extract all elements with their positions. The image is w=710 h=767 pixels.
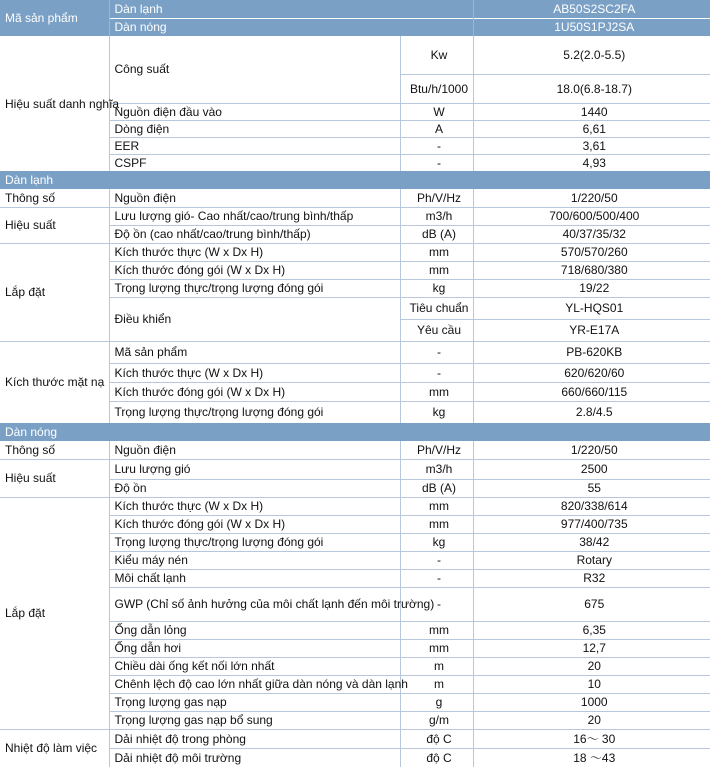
indoor-airflow-label: Lưu lượng gió- Cao nhất/cao/trung bình/thấp (109, 207, 400, 225)
gas-pipe-unit: mm (400, 639, 473, 657)
outdoor-model: 1U50S1PJ2SA (473, 18, 710, 36)
max-pipe-label: Chiều dài ống kết nối lớn nhất (109, 657, 400, 675)
group-label-indoor-install: Lắp đặt (0, 243, 109, 341)
cspf-value: 4,93 (473, 154, 710, 171)
cspf-unit: - (400, 154, 473, 171)
panel-weight-value: 2.8/4.5 (473, 401, 710, 423)
product-code-label: Mã sản phẩm (0, 0, 109, 36)
gas-pipe-value: 12,7 (473, 639, 710, 657)
liquid-pipe-label: Ống dẫn lỏng (109, 621, 400, 639)
gwp-label: GWP (Chỉ số ảnh hưởng của môi chất lạnh đến môi trường) (109, 587, 400, 621)
refrigerant-label: Môi chất lạnh (109, 569, 400, 587)
section-header-outdoor (0, 423, 710, 441)
group-label-outdoor-install: Lắp đặt (0, 497, 109, 729)
panel-weight-unit: kg (400, 401, 473, 423)
compressor-label: Kiểu máy nén (109, 551, 400, 569)
outdoor-net-dim-unit: mm (400, 497, 473, 515)
outdoor-power-unit: Ph/V/Hz (400, 441, 473, 459)
table-row (0, 189, 710, 207)
table-row (0, 729, 710, 748)
ambient-temp-value: 18 ～43 (473, 748, 710, 767)
current-label: Dòng điện (109, 120, 400, 137)
section-title-outdoor: Dàn nóng (0, 423, 710, 441)
section-title-indoor: Dàn lạnh (0, 171, 710, 189)
outdoor-power-value: 1/220/50 (473, 441, 710, 459)
indoor-weight-value: 19/22 (473, 279, 710, 297)
compressor-value: Rotary (473, 551, 710, 569)
ambient-temp-unit: độ C (400, 748, 473, 767)
indoor-power-value: 1/220/50 (473, 189, 710, 207)
outdoor-pack-dim-value: 977/400/735 (473, 515, 710, 533)
panel-net-dim-unit: - (400, 363, 473, 382)
table-row (0, 207, 710, 225)
charge-value: 1000 (473, 693, 710, 711)
header-row-indoor (0, 0, 710, 18)
outdoor-noise-unit: dB (A) (400, 479, 473, 497)
indoor-weight-unit: kg (400, 279, 473, 297)
indoor-noise-unit: dB (A) (400, 225, 473, 243)
max-height-unit: m (400, 675, 473, 693)
group-label-indoor-params: Thông số (5, 190, 56, 205)
liquid-pipe-value: 6,35 (473, 621, 710, 639)
indoor-power-unit: Ph/V/Hz (400, 189, 473, 207)
indoor-temp-value: 16～ 30 (473, 729, 710, 748)
refrigerant-unit: - (400, 569, 473, 587)
power-input-value: 1440 (473, 103, 710, 120)
power-input-label: Nguồn điện đầu vào (109, 103, 400, 120)
table-row (0, 36, 710, 74)
indoor-noise-value: 40/37/35/32 (473, 225, 710, 243)
control-label: Điều khiển (109, 297, 400, 341)
panel-pack-dim-value: 660/660/115 (473, 382, 710, 401)
section-header-indoor (0, 171, 710, 189)
max-height-value: 10 (473, 675, 710, 693)
outdoor-airflow-value: 2500 (473, 459, 710, 479)
outdoor-noise-label: Độ ồn (109, 479, 400, 497)
max-height-label: Chênh lệch độ cao lớn nhất giữa dàn nóng và dàn lạnh (109, 675, 400, 693)
add-charge-unit: g/m (400, 711, 473, 729)
capacity-label: Công suất (109, 36, 400, 103)
group-label-outdoor-params: Thông số (5, 442, 56, 457)
group-label-indoor-perf: Hiệu suất (0, 207, 109, 243)
indoor-power-label: Nguồn điện (109, 189, 400, 207)
group-label-temperature: Nhiệt độ làm việc (0, 729, 109, 767)
outdoor-weight-label: Trọng lượng thực/trọng lượng đóng gói (109, 533, 400, 551)
indoor-net-dim-unit: mm (400, 243, 473, 261)
current-value: 6,61 (473, 120, 710, 137)
add-charge-value: 20 (473, 711, 710, 729)
indoor-model: AB50S2SC2FA (473, 0, 710, 18)
eer-label: EER (109, 137, 400, 154)
max-pipe-value: 20 (473, 657, 710, 675)
control-opt-value: YR-E17A (473, 319, 710, 341)
indoor-net-dim-value: 570/570/260 (473, 243, 710, 261)
capacity-btu-value: 18.0(6.8-18.7) (473, 74, 710, 103)
panel-net-dim-value: 620/620/60 (473, 363, 710, 382)
outdoor-net-dim-value: 820/338/614 (473, 497, 710, 515)
table-row (0, 341, 710, 363)
panel-code-value: PB-620KB (473, 341, 710, 363)
max-pipe-unit: m (400, 657, 473, 675)
panel-pack-dim-unit: mm (400, 382, 473, 401)
panel-code-label: Mã sản phẩm (109, 341, 400, 363)
outdoor-weight-unit: kg (400, 533, 473, 551)
indoor-net-dim-label: Kích thước thực (W x Dx H) (109, 243, 400, 261)
eer-unit: - (400, 137, 473, 154)
indoor-airflow-unit: m3/h (400, 207, 473, 225)
indoor-pack-dim-value: 718/680/380 (473, 261, 710, 279)
table-row (0, 441, 710, 459)
indoor-temp-unit: độ C (400, 729, 473, 748)
power-input-unit: W (400, 103, 473, 120)
gwp-unit: - (400, 587, 473, 621)
control-std-value: YL-HQS01 (473, 297, 710, 319)
outdoor-pack-dim-label: Kích thước đóng gói (W x Dx H) (109, 515, 400, 533)
outdoor-pack-dim-unit: mm (400, 515, 473, 533)
cspf-label: CSPF (109, 154, 400, 171)
table-row (0, 497, 710, 515)
indoor-noise-label: Độ ồn (cao nhất/cao/trung bình/thấp) (109, 225, 400, 243)
refrigerant-value: R32 (473, 569, 710, 587)
outdoor-power-label: Nguồn điện (109, 441, 400, 459)
indoor-temp-label: Dải nhiệt độ trong phòng (109, 729, 400, 748)
outdoor-unit-label: Dàn nóng (109, 18, 473, 36)
outdoor-airflow-label: Lưu lượng gió (109, 459, 400, 479)
indoor-pack-dim-unit: mm (400, 261, 473, 279)
outdoor-weight-value: 38/42 (473, 533, 710, 551)
panel-pack-dim-label: Kích thước đóng gói (W x Dx H) (109, 382, 400, 401)
add-charge-label: Trọng lượng gas nạp bổ sung (109, 711, 400, 729)
indoor-unit-label: Dàn lạnh (109, 0, 473, 18)
indoor-airflow-value: 700/600/500/400 (473, 207, 710, 225)
gas-pipe-label: Ống dẫn hơi (109, 639, 400, 657)
outdoor-net-dim-label: Kích thước thực (W x Dx H) (109, 497, 400, 515)
control-std-label: Tiêu chuẩn (400, 297, 473, 319)
capacity-btu-unit: Btu/h/1000 (400, 74, 473, 103)
control-opt-label: Yêu cầu (400, 319, 473, 341)
group-label-panel: Kích thước mặt nạ (0, 341, 109, 423)
liquid-pipe-unit: mm (400, 621, 473, 639)
panel-code-unit: - (400, 341, 473, 363)
table-row (0, 459, 710, 479)
panel-weight-label: Trọng lượng thực/trọng lượng đóng gói (109, 401, 400, 423)
indoor-pack-dim-label: Kích thước đóng gói (W x Dx H) (109, 261, 400, 279)
eer-value: 3,61 (473, 137, 710, 154)
outdoor-airflow-unit: m3/h (400, 459, 473, 479)
group-label-outdoor-perf: Hiệu suất (0, 459, 109, 497)
capacity-kw-value: 5.2(2.0-5.5) (473, 36, 710, 74)
current-unit: A (400, 120, 473, 137)
indoor-weight-label: Trọng lượng thực/trọng lượng đóng gói (109, 279, 400, 297)
capacity-kw-unit: Kw (400, 36, 473, 74)
compressor-unit: - (400, 551, 473, 569)
table-row (0, 243, 710, 261)
ambient-temp-label: Dải nhiệt độ môi trường (109, 748, 400, 767)
charge-unit: g (400, 693, 473, 711)
charge-label: Trọng lượng gas nạp (109, 693, 400, 711)
group-label-nominal: Hiệu suất danh nghĩa (5, 96, 120, 111)
panel-net-dim-label: Kích thước thực (W x Dx H) (109, 363, 400, 382)
outdoor-noise-value: 55 (473, 479, 710, 497)
gwp-value: 675 (473, 587, 710, 621)
